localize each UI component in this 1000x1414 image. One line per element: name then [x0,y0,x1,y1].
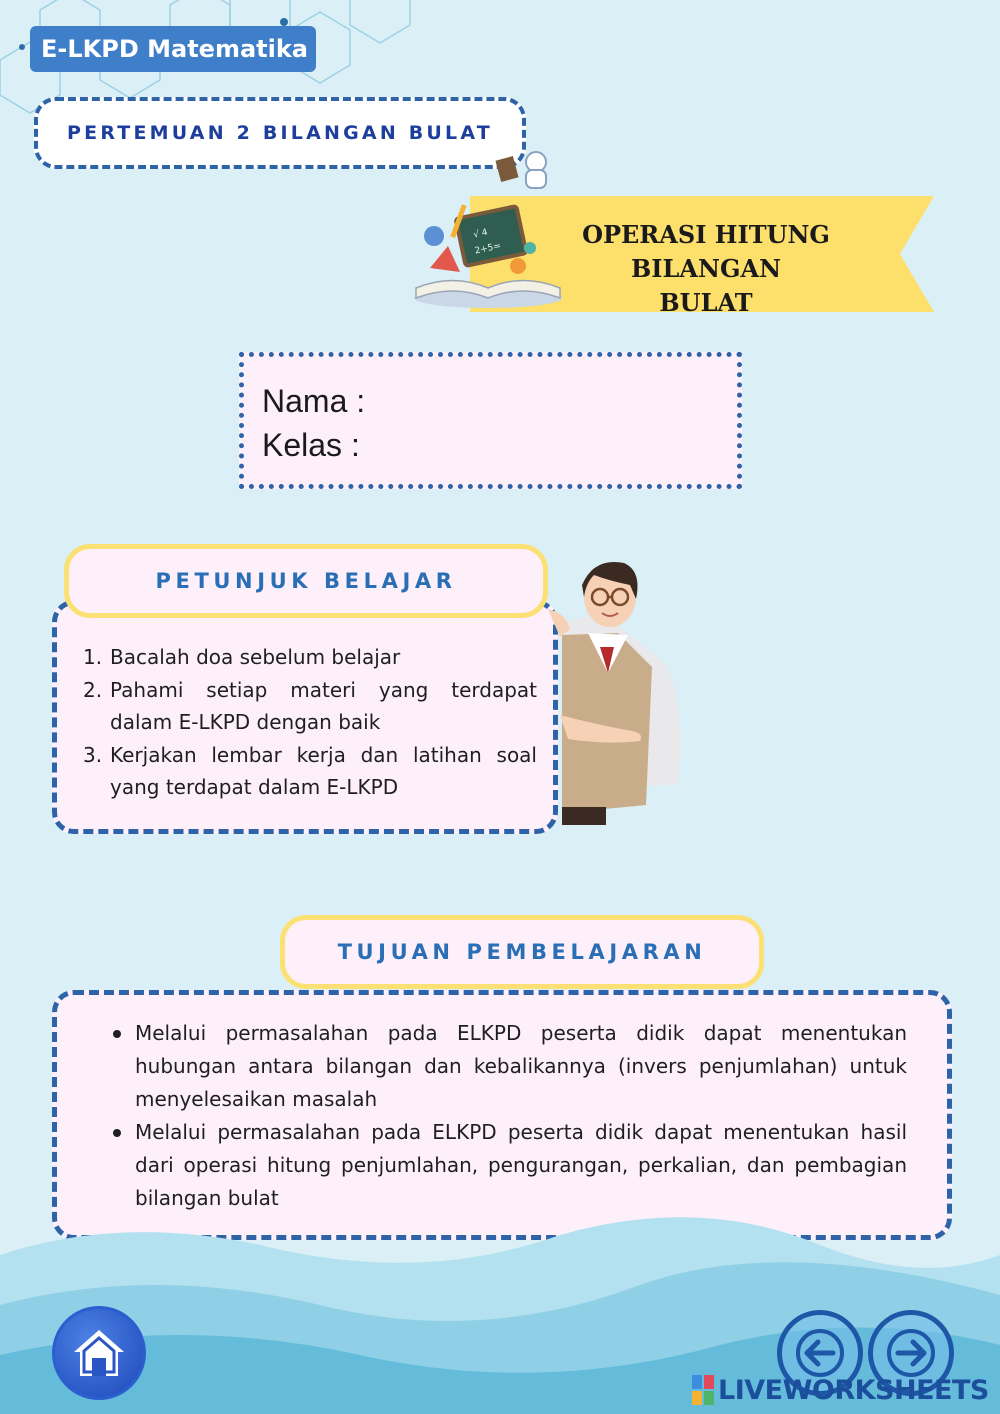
learning-objectives-heading: TUJUAN PEMBELAJARAN [280,915,764,989]
meeting-title: PERTEMUAN 2 BILANGAN BULAT [34,97,526,169]
list-text: Kerjakan lembar kerja dan latihan soal yang terdapat dalam E-LKPD [110,742,537,799]
identity-box[interactable] [239,352,742,489]
list-item [83,674,537,739]
lesson-title-line1: OPERASI HITUNG BILANGAN [582,220,830,283]
watermark-text: LIVEWORKSHEETS [718,1374,989,1406]
svg-text:√ 4: √ 4 [472,227,489,241]
home-icon [70,1326,128,1380]
objectives-list [111,1017,907,1215]
instructions-list [83,641,537,804]
list-item: Melalui permasalahan pada ELKPD peserta didik dapat menentukan hasil dari operasi hitung penjumlahan, pengurangan, perkalian, dan pembagian bilangan bulat [111,1116,907,1215]
list-text: Pahami setiap materi yang terdapat dalam E-LKPD dengan baik [110,677,537,734]
lesson-title [520,218,892,320]
subject-badge: E-LKPD Matematika [30,26,316,72]
class-label: Kelas : [262,427,360,463]
home-button[interactable] [52,1306,146,1400]
list-item [83,739,537,804]
list-item: Melalui permasalahan pada ELKPD peserta didik dapat menentukan hubungan antara bilangan dan kebalikannya (invers penjumlahan) untuk menyelesaikan masalah [111,1017,907,1116]
list-number: 1. [83,645,103,669]
list-item [83,641,537,674]
lesson-title-line2: BULAT [659,288,753,317]
name-label: Nama : [262,383,366,419]
svg-text:2+5=: 2+5= [473,241,502,257]
learning-objectives-panel [52,990,952,1240]
teacher-illustration [548,555,688,827]
liveworksheets-logo-icon [692,1375,714,1405]
list-number: 2. [83,677,103,702]
list-number: 3. [83,742,103,767]
list-text: Bacalah doa sebelum belajar [110,645,401,669]
learning-instructions-panel [52,600,558,834]
learning-instructions-heading: PETUNJUK BELAJAR [64,544,548,618]
liveworksheets-watermark[interactable] [692,1372,989,1408]
